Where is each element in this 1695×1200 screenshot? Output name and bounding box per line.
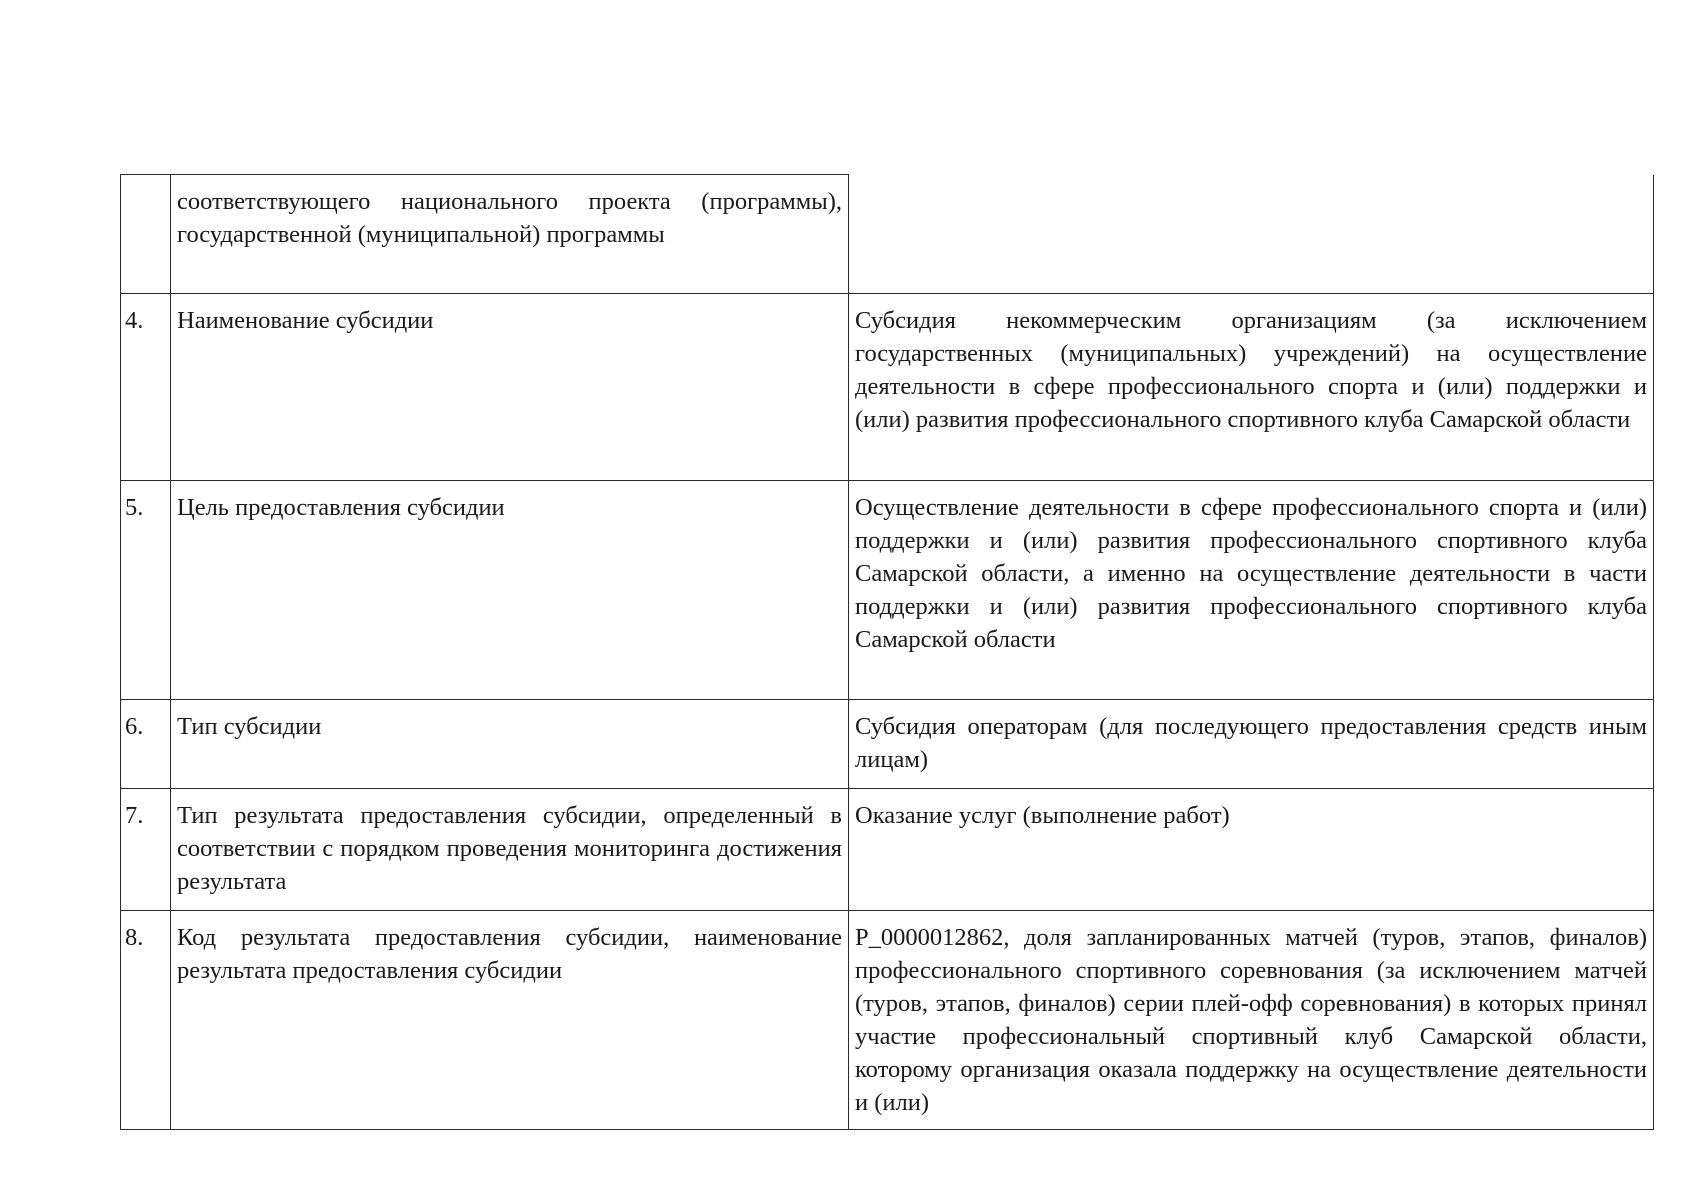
row-number: 6.: [121, 700, 171, 789]
row-value: Осуществление деятельности в сфере профессионального спорта и (или) поддержки и (или) развития профессионального спортивного клуба Самарской области, а именно на осуществление деятельности в части поддержки и (или) развития профессионального спортивного клуба Самарской области: [849, 481, 1654, 700]
table-row: [121, 700, 1654, 789]
row-value: Оказание услуг (выполнение работ): [849, 789, 1654, 911]
subsidy-info-table: [120, 174, 1654, 1130]
row-number: 8.: [121, 911, 171, 1130]
row-number: 7.: [121, 789, 171, 911]
row-value: [849, 175, 1654, 294]
row-label: Тип результата предоставления субсидии, определенный в соответствии с порядком проведения мониторинга достижения результата: [171, 789, 849, 911]
row-value: P_0000012862, доля запланированных матчей (туров, этапов, финалов) профессионального спортивного соревнования (за исключением матчей (туров, этапов, финалов) серии плей-офф соревнования) в которых принял участие профессиональный спортивный клуб Самарской области, которому организация оказала поддержку на осуществление деятельности и (или): [849, 911, 1654, 1130]
row-number: 5.: [121, 481, 171, 700]
table-row-continuation: [121, 175, 1654, 294]
row-label: Цель предоставления субсидии: [171, 481, 849, 700]
row-label: Тип субсидии: [171, 700, 849, 789]
table-row: [121, 481, 1654, 700]
table-row: [121, 789, 1654, 911]
row-number: 4.: [121, 294, 171, 481]
row-label: Наименование субсидии: [171, 294, 849, 481]
table-row: [121, 294, 1654, 481]
row-label: соответствующего национального проекта (программы), государственной (муниципальной) программы: [171, 175, 849, 294]
row-value: Субсидия некоммерческим организациям (за исключением государственных (муниципальных) учреждений) на осуществление деятельности в сфере профессионального спорта и (или) поддержки и (или) развития профессионального спортивного клуба Самарской области: [849, 294, 1654, 481]
row-label: Код результата предоставления субсидии, наименование результата предоставления субсидии: [171, 911, 849, 1130]
row-value: Субсидия операторам (для последующего предоставления средств иным лицам): [849, 700, 1654, 789]
table-row: [121, 911, 1654, 1130]
row-number: [121, 175, 171, 294]
